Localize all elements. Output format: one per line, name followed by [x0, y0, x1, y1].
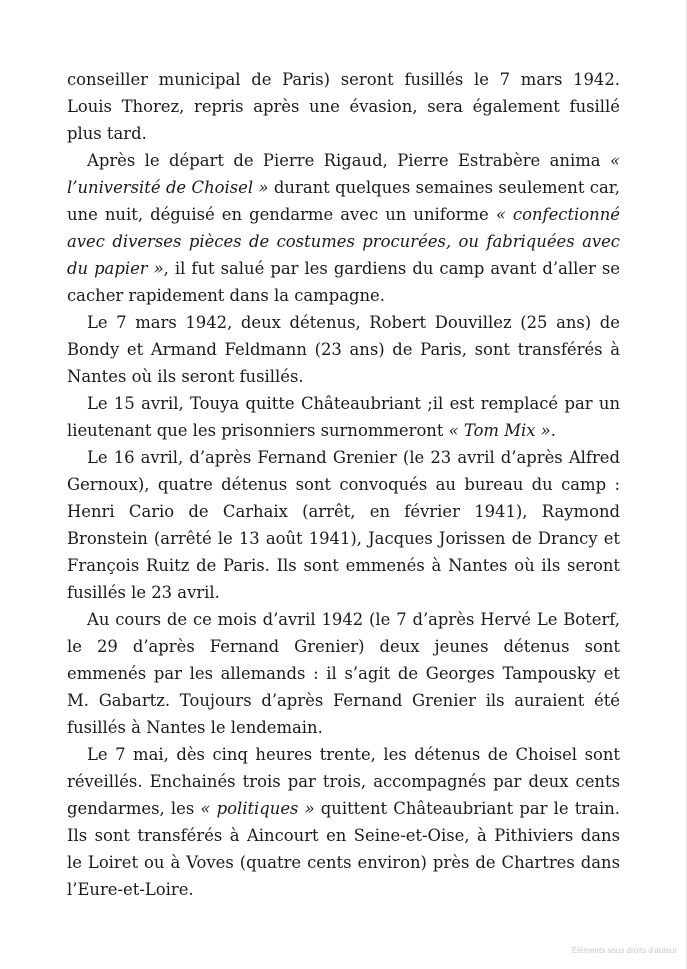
text-segment: durant quelques semaines seulement car, une nuit, déguisé en gendarme avec un uniforme: [67, 178, 620, 224]
italic-quote: « politiques »: [200, 799, 315, 818]
text-segment: conseiller municipal de Paris) seront fusillés le 7 mars 1942. Louis Thorez, repris après une évasion, sera également fusillé plus tard.: [67, 70, 620, 143]
paragraph: [67, 606, 620, 741]
text-segment: Le 16 avril, d’après Fernand Grenier (le 23 avril d’après Alfred Gernoux), quatre détenus sont convoqués au bureau du camp : Henri Cario de Carhaix (arrêt, en février 1941), Raymond Bronstein (arrêté le 13 août 1941), Jacques Jorissen de Drancy et François Ruitz de Paris. Ils sont emmenés à Nantes où ils seront fusillés le 23 avril.: [67, 448, 620, 602]
paragraph: [67, 390, 620, 444]
paragraph: [67, 444, 620, 606]
paragraph: [67, 309, 620, 390]
text-segment: quittent Châteaubriant par le train. Ils sont transférés à Aincourt en Seine-et-Oise, à Pithiviers dans le Loiret ou à Voves (quatre cents environ) près de Chartres dans l’Eure-et-Loire.: [67, 799, 620, 899]
copyright-footer: Éléments sous droits d'auteur: [571, 946, 677, 955]
paragraph: [67, 66, 620, 147]
italic-quote: « Tom Mix ».: [448, 421, 556, 440]
text-segment: Le 15 avril, Touya quitte Châteaubriant ;il est remplacé par un lieutenant que les prisonniers surnommeront: [67, 394, 620, 440]
text-segment: , il fut salué par les gardiens du camp avant d’aller se cacher rapidement dans la campagne.: [67, 259, 621, 305]
paragraph: [67, 741, 620, 903]
text-segment: Le 7 mars 1942, deux détenus, Robert Douvillez (25 ans) de Bondy et Armand Feldmann (23 ans) de Paris, sont transférés à Nantes où ils seront fusillés.: [67, 313, 620, 386]
document-page-body: [67, 66, 620, 903]
paragraph: [67, 147, 620, 309]
text-segment: Le 7 mai, dès cinq heures trente, les détenus de Choisel sont réveillés. Enchainés trois par trois, accompagnés par deux cents gendarmes, les: [67, 745, 620, 818]
text-segment: Au cours de ce mois d’avril 1942 (le 7 d’après Hervé Le Boterf, le 29 d’après Fernand Grenier) deux jeunes détenus sont emmenés par les allemands : il s’agit de Georges Tampousky et M. Gabartz. Toujours d’après Fernand Grenier ils auraient été fusillés à Nantes le lendemain.: [67, 610, 620, 737]
italic-quote: « l’université de Choisel »: [67, 151, 620, 197]
text-segment: Après le départ de Pierre Rigaud, Pierre Estrabère anima: [87, 151, 610, 170]
italic-quote: « confectionné avec diverses pièces de costumes procurées, ou fabriquées avec du papier »: [67, 205, 620, 278]
